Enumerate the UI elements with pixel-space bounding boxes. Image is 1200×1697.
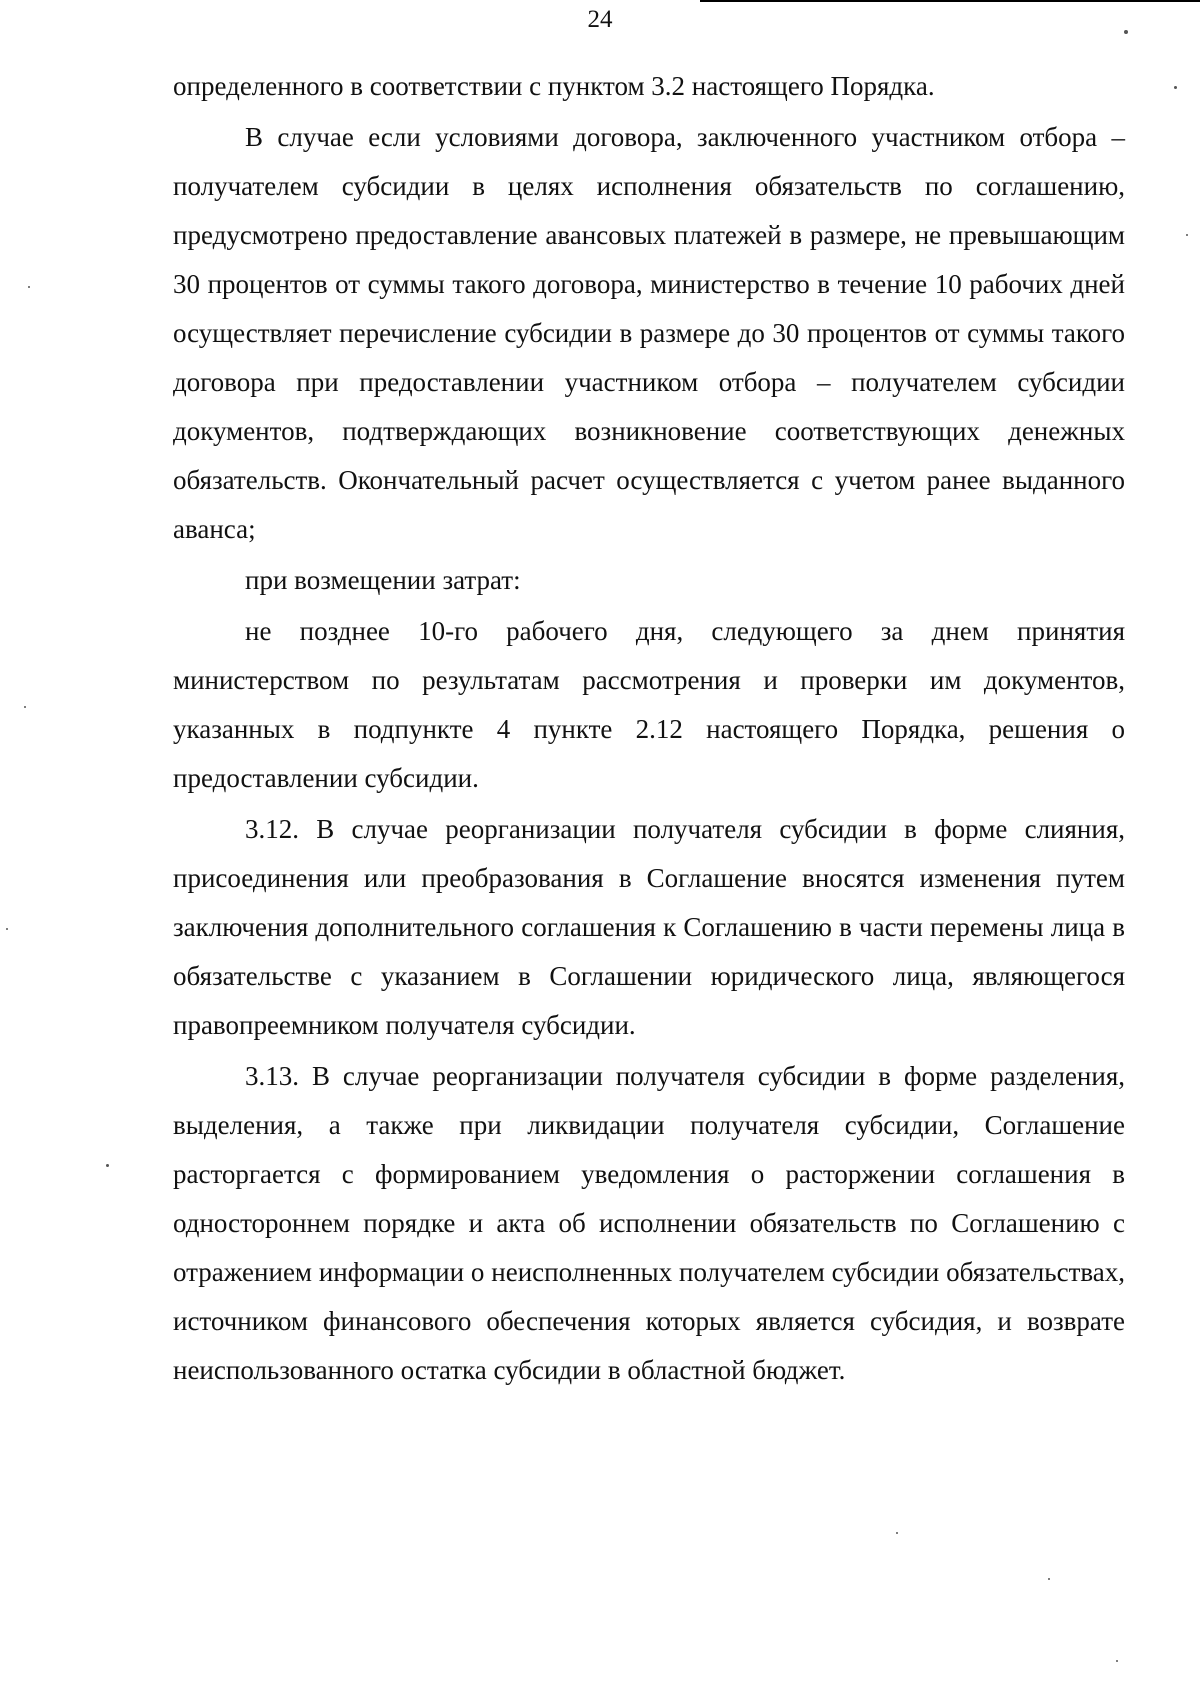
paragraph-continuation: определенного в соответствии с пунктом 3.2 настоящего Порядка. bbox=[173, 71, 935, 101]
paragraph-deadline: не позднее 10-го рабочего дня, следующего за днем принятия министерством по результатам рассмотрения и проверки им документов, указанных в подпункте 4 пункте 2.12 настоящего Порядка, решения о предоставлении субсидии. bbox=[173, 616, 1125, 793]
document-body bbox=[173, 62, 1125, 1395]
scan-speck bbox=[6, 928, 8, 930]
scan-speck bbox=[28, 286, 30, 288]
page-number: 24 bbox=[587, 6, 613, 33]
scan-speck bbox=[1186, 234, 1188, 236]
paragraph-advance-payment: В случае если условиями договора, заключенного участником отбора – получателем субсидии в целях исполнения обязательств по соглашению, предусмотрено предоставление авансовых платежей в размере, не превышающим 30 процентов от суммы такого договора, министерство в течение 10 рабочих дней осуществляет перечисление субсидии в размере до 30 процентов от суммы такого договора при предоставлении участником отбора – получателем субсидии документов, подтверждающих возникновение соответствующих денежных обязательств. Окончательный расчет осуществляется с учетом ранее выданного аванса; bbox=[173, 122, 1125, 544]
scan-speck bbox=[1124, 30, 1128, 34]
paragraph-cost-reimbursement: при возмещении затрат: bbox=[245, 565, 521, 595]
top-border-line bbox=[700, 0, 1200, 2]
scan-speck bbox=[1174, 86, 1177, 89]
scan-speck bbox=[24, 706, 26, 708]
paragraph-3-12: 3.12. В случае реорганизации получателя субсидии в форме слияния, присоединения или преобразования в Соглашение вносятся изменения путем заключения дополнительного соглашения к Соглашению в части перемены лица в обязательстве с указанием в Соглашении юридического лица, являющегося правопреемником получателя субсидии. bbox=[173, 814, 1125, 1040]
scan-speck bbox=[1116, 1660, 1118, 1662]
scan-speck bbox=[896, 1532, 898, 1534]
scan-speck bbox=[1048, 1578, 1050, 1580]
paragraph-3-13: 3.13. В случае реорганизации получателя субсидии в форме разделения, выделения, а также при ликвидации получателя субсидии, Соглашение расторгается с формированием уведомления о расторжении соглашения в одностороннем порядке и акта об исполнении обязательств по Соглашению с отражением информации о неисполненных получателем субсидии обязательствах, источником финансового обеспечения которых является субсидия, и возврате неиспользованного остатка субсидии в областной бюджет. bbox=[173, 1061, 1125, 1385]
scan-speck bbox=[106, 1164, 109, 1167]
